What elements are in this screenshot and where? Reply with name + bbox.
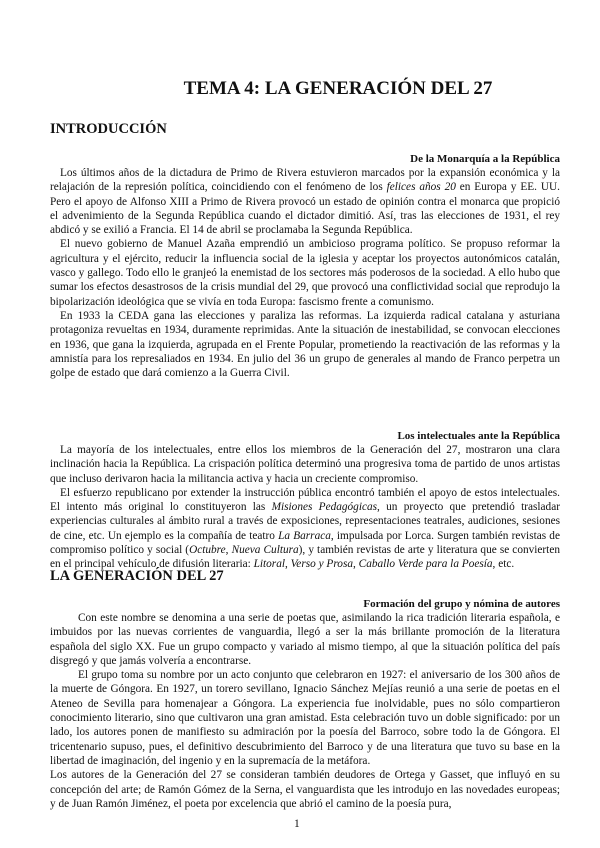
italic-text: Misiones Pedagógicas	[271, 501, 378, 514]
text-run: ), y también revistas de arte y literatura que se convierten en el principal vehículo de difusión literaria:	[50, 544, 560, 571]
text-run: Los últimos años de la dictadura de Primo de Rivera estuvieron marcados por la expansión económica y la relajación de la represión política, coincidiendo con el fenómeno de los	[50, 167, 560, 194]
section-heading-introduccion: INTRODUCCIÓN	[50, 121, 167, 137]
paragraph	[50, 309, 560, 380]
text-block-formacion	[50, 611, 560, 811]
text-block-intelectuales	[50, 443, 560, 572]
paragraph	[50, 486, 560, 572]
text-run: El grupo toma su nombre por un acto conjunto que celebraron en 1927: el aniversario de los 300 años de la muerte de Góngora. En 1927, un torero sevillano, Ignacio Sánchez Mejías reunió a una serie de poetas en el Ateneo de Sevilla para homenajear a Góngora. La experiencia fue inolvidable, pues no sólo compartieron conocimiento literario, sino que cultivaron una gran amistad. Esta celebración tuvo un doble significado: por un lado, los autores ponen de manifiesto su admiración por la poesía del Barroco, sobre todo la de Góngora. El tricentenario supuso, pues, el definitivo descubrimiento del Barroco y de una literatura que tuvo su base en la libertad de imaginación, del ingenio y en la supremacía de la metáfora.	[50, 669, 560, 767]
text-run: El nuevo gobierno de Manuel Azaña emprendió un ambicioso programa político. Se propuso reformar la agricultura y el ejército, reducir la influencia social de la iglesia y aceptar los proyectos autonómicos catalán, vasco y gallego. Todo ello le granjeó la enemistad de los sectores más poderosos de la sociedad. A ello hubo que sumar los efectos desastrosos de la crisis mundial del 29, que provocó una conflictividad social que reprodujo la bipolarización ideológica que se vivía en toda Europa: fascismo frente a comunismo.	[50, 238, 560, 308]
italic-text: Nueva Cultura	[231, 544, 299, 557]
text-block-monarquia	[50, 166, 560, 380]
text-run: La mayoría de los intelectuales, entre ellos los miembros de la Generación del 27, mostraron una clara inclinación hacia la República. La crispación política determinó una progresiva toma de partido de unos artistas que incluso derivaron hacia la militancia activa y hacia un creciente compromiso.	[50, 444, 560, 485]
italic-text: Litoral	[253, 558, 285, 571]
text-run: ,	[285, 558, 291, 571]
italic-text: La Barraca	[278, 529, 331, 542]
page-number: 1	[294, 818, 300, 830]
text-run: Con este nombre se denomina a una serie de poetas que, asimilando la rica tradición literaria española, e imbuidos por las nuevas corrientes de vanguardia, llegó a ser la más brillante promoción de la literatura española del siglo XX. Fue un grupo compacto y variado al mismo tiempo, al que la situación política del país disgregó y que jamás volvería a encontrarse.	[50, 612, 560, 667]
italic-text: Verso y Prosa	[290, 558, 353, 571]
section-heading-generacion-27: LA GENERACIÓN DEL 27	[50, 568, 224, 584]
text-run: ,	[353, 558, 359, 571]
paragraph	[50, 443, 560, 486]
text-run: Los autores de la Generación del 27 se consideran también deudores de Ortega y Gasset, que influyó en su concepción del arte; de Ramón Gómez de la Serna, el vanguardista que les introdujo en las novedades europeas; y de Juan Ramón Jiménez, el poeta por excelencia que abrió el camino de la poesía pura,	[50, 769, 560, 810]
text-run: En 1933 la CEDA gana las elecciones y paraliza las reformas. La izquierda radical catalana y asturiana protagoniza revueltas en 1934, duramente reprimidas. Ante la situación de inestabilidad, se convocan elecciones en 1936, que gana la izquierda, agrupada en el Frente Popular, prometiendo la reactivación de las reformas y la amnistía para los represaliados en 1934. En julio del 36 un grupo de generales al mando de Franco perpetra un golpe de estado que dará comienzo a la Guerra Civil.	[50, 309, 560, 380]
paragraph	[50, 611, 560, 668]
subheading-intelectuales: Los intelectuales ante la República	[397, 430, 560, 442]
text-run: , etc.	[492, 558, 515, 571]
subheading-monarquia-republica: De la Monarquía a la República	[410, 153, 560, 165]
text-run: El esfuerzo republicano por extender la instrucción pública encontró también el apoyo de estos intelectuales. El intento más original lo constituyeron las	[50, 486, 560, 514]
italic-text: felices años 20	[386, 181, 456, 194]
italic-text: Caballo Verde para la Poesía	[358, 558, 493, 571]
paragraph	[50, 768, 560, 811]
text-run: en Europa y EE. UU. Pero el apoyo de Alfonso XIII a Primo de Rivera provocó un estado de opinión contra el monarca que propició el advenimiento de la Segunda República cuando el dictador dimitió. Así, tras las elecciones de 1931, el rey abdicó y se exilió a Francia. El 14 de abril se proclamaba la Segunda República.	[50, 181, 560, 237]
paragraph	[50, 166, 560, 237]
subheading-formacion-grupo: Formación del grupo y nómina de autores	[363, 598, 560, 610]
italic-text: Octubre	[189, 544, 226, 557]
paragraph	[50, 237, 560, 308]
text-run: , impulsada por Lorca. Surgen también revistas de compromiso político y social (	[50, 529, 560, 557]
paragraph	[50, 668, 560, 768]
page-title: TEMA 4: LA GENERACIÓN DEL 27	[183, 78, 493, 99]
text-run: , un proyecto que pretendió trasladar experiencias culturales al ámbito rural a través de exposiciones, representaciones teatrales, audiciones, sesiones de cine, etc. Un ejemplo es la compañía de teatro	[50, 501, 560, 542]
text-run: ,	[225, 544, 232, 557]
